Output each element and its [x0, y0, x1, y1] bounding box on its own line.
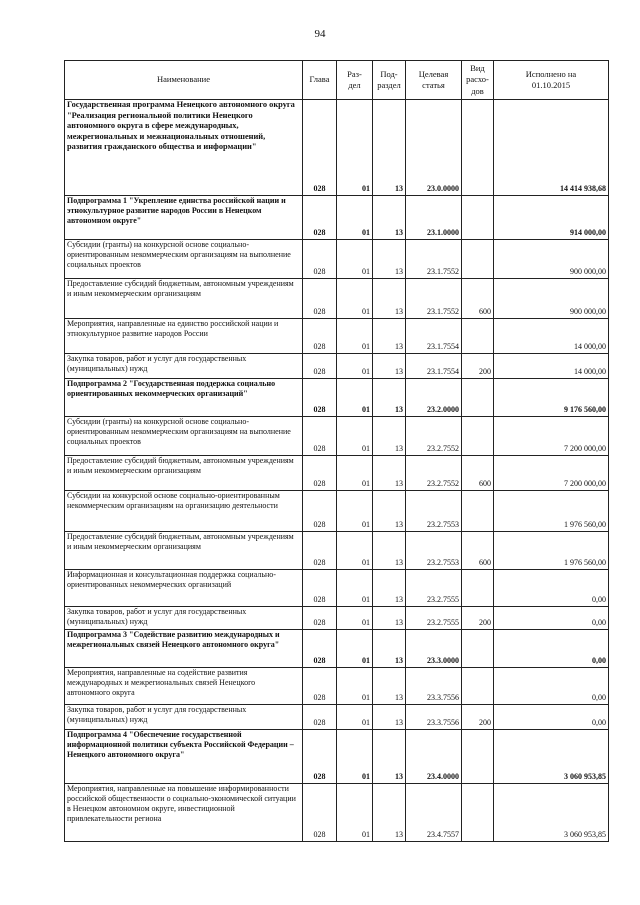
- row-amount: 0,00: [494, 668, 609, 705]
- row-name: Подпрограмма 3 "Содействие развитию международных и межрегиональных связей Ненецкого автономного округа": [65, 630, 303, 668]
- row-name: Субсидии (гранты) на конкурсной основе социально-ориентированным некоммерческим организациям на выполнение социальных проектов: [65, 417, 303, 456]
- row-glava: 028: [303, 196, 337, 240]
- row-amount: 3 060 953,85: [494, 730, 609, 784]
- row-name: Мероприятия, направленные на повышение информированности российской общественности о социально-экономической ситуации в Ненецком автономном округе, инвестиционной привлекательности региона: [65, 784, 303, 842]
- row-razdel: 01: [337, 240, 373, 279]
- table-row: [65, 319, 609, 354]
- row-amount: 14 414 938,68: [494, 100, 609, 196]
- row-podrazdel: 13: [373, 354, 406, 379]
- row-podrazdel: 13: [373, 668, 406, 705]
- row-razdel: 01: [337, 354, 373, 379]
- row-name: Мероприятия, направленные на содействие развития международных и межрегиональных связей Ненецкого автономного округа: [65, 668, 303, 705]
- row-razdel: 01: [337, 532, 373, 570]
- row-vid: [462, 379, 494, 417]
- row-razdel: 01: [337, 379, 373, 417]
- row-name: Закупка товаров, работ и услуг для государственных (муниципальных) нужд: [65, 607, 303, 630]
- row-celevaya: 23.2.7553: [406, 532, 462, 570]
- header-ispolneno: Исполнено на 01.10.2015: [494, 61, 609, 100]
- row-amount: 14 000,00: [494, 319, 609, 354]
- row-celevaya: 23.1.7552: [406, 240, 462, 279]
- row-name: Субсидии (гранты) на конкурсной основе социально-ориентированным некоммерческим организациям на выполнение социальных проектов: [65, 240, 303, 279]
- row-celevaya: 23.3.0000: [406, 630, 462, 668]
- row-vid: [462, 570, 494, 607]
- row-razdel: 01: [337, 630, 373, 668]
- row-podrazdel: 13: [373, 417, 406, 456]
- row-name: Предоставление субсидий бюджетным, автономным учреждениям и иным некоммерческим организациям: [65, 456, 303, 491]
- row-celevaya: 23.0.0000: [406, 100, 462, 196]
- row-amount: 0,00: [494, 705, 609, 730]
- row-amount: 14 000,00: [494, 354, 609, 379]
- row-glava: 028: [303, 532, 337, 570]
- row-vid: [462, 240, 494, 279]
- row-vid: [462, 100, 494, 196]
- row-amount: 7 200 000,00: [494, 456, 609, 491]
- row-vid: [462, 784, 494, 842]
- table-row: [65, 279, 609, 319]
- row-amount: 914 000,00: [494, 196, 609, 240]
- table-row: [65, 196, 609, 240]
- table-row: [65, 668, 609, 705]
- row-amount: 1 976 560,00: [494, 532, 609, 570]
- row-celevaya: 23.2.7555: [406, 570, 462, 607]
- row-podrazdel: 13: [373, 279, 406, 319]
- row-glava: 028: [303, 630, 337, 668]
- table-row: [65, 100, 609, 196]
- row-razdel: 01: [337, 668, 373, 705]
- row-celevaya: 23.3.7556: [406, 668, 462, 705]
- table-row: [65, 705, 609, 730]
- row-razdel: 01: [337, 196, 373, 240]
- row-podrazdel: 13: [373, 100, 406, 196]
- row-celevaya: 23.3.7556: [406, 705, 462, 730]
- row-podrazdel: 13: [373, 630, 406, 668]
- row-name: Закупка товаров, работ и услуг для государственных (муниципальных) нужд: [65, 354, 303, 379]
- row-podrazdel: 13: [373, 730, 406, 784]
- row-amount: 0,00: [494, 570, 609, 607]
- row-glava: 028: [303, 240, 337, 279]
- row-name: Государственная программа Ненецкого автономного округа "Реализация региональной политики Ненецкого автономного округа в сфере международных, межрегиональных и межнациональных отношений, развития гражданского общества и информации": [65, 100, 303, 196]
- row-glava: 028: [303, 730, 337, 784]
- table-row: [65, 456, 609, 491]
- row-celevaya: 23.1.7552: [406, 279, 462, 319]
- row-razdel: 01: [337, 607, 373, 630]
- row-podrazdel: 13: [373, 705, 406, 730]
- row-razdel: 01: [337, 279, 373, 319]
- row-razdel: 01: [337, 100, 373, 196]
- row-vid: 600: [462, 456, 494, 491]
- row-vid: [462, 730, 494, 784]
- row-name: Информационная и консультационная поддержка социально-ориентированных некоммерческих организаций: [65, 570, 303, 607]
- row-vid: [462, 491, 494, 532]
- row-razdel: 01: [337, 417, 373, 456]
- row-glava: 028: [303, 570, 337, 607]
- row-name: Мероприятия, направленные на единство российской нации и этнокультурное развитие народов России: [65, 319, 303, 354]
- row-razdel: 01: [337, 491, 373, 532]
- row-celevaya: 23.2.7555: [406, 607, 462, 630]
- table-row: [65, 730, 609, 784]
- header-razdel: Раз- дел: [337, 61, 373, 100]
- row-podrazdel: 13: [373, 379, 406, 417]
- row-vid: 200: [462, 607, 494, 630]
- row-glava: 028: [303, 705, 337, 730]
- row-vid: [462, 630, 494, 668]
- header-podrazdel: Под- раздел: [373, 61, 406, 100]
- row-podrazdel: 13: [373, 491, 406, 532]
- row-vid: [462, 668, 494, 705]
- row-razdel: 01: [337, 730, 373, 784]
- table-row: [65, 417, 609, 456]
- row-amount: 900 000,00: [494, 279, 609, 319]
- row-podrazdel: 13: [373, 607, 406, 630]
- row-vid: 600: [462, 532, 494, 570]
- table-row: [65, 607, 609, 630]
- row-podrazdel: 13: [373, 319, 406, 354]
- table-header-row: [65, 61, 609, 100]
- row-glava: 028: [303, 417, 337, 456]
- row-glava: 028: [303, 491, 337, 532]
- row-podrazdel: 13: [373, 570, 406, 607]
- row-celevaya: 23.4.7557: [406, 784, 462, 842]
- row-podrazdel: 13: [373, 784, 406, 842]
- row-celevaya: 23.1.7554: [406, 354, 462, 379]
- row-vid: 600: [462, 279, 494, 319]
- row-podrazdel: 13: [373, 240, 406, 279]
- row-razdel: 01: [337, 705, 373, 730]
- row-celevaya: 23.2.7552: [406, 456, 462, 491]
- row-celevaya: 23.1.0000: [406, 196, 462, 240]
- row-amount: 900 000,00: [494, 240, 609, 279]
- row-podrazdel: 13: [373, 196, 406, 240]
- row-amount: 1 976 560,00: [494, 491, 609, 532]
- row-vid: [462, 196, 494, 240]
- row-razdel: 01: [337, 784, 373, 842]
- row-glava: 028: [303, 100, 337, 196]
- row-glava: 028: [303, 279, 337, 319]
- table-row: [65, 491, 609, 532]
- header-glava: Глава: [303, 61, 337, 100]
- row-vid: 200: [462, 354, 494, 379]
- row-name: Подпрограмма 1 "Укрепление единства российской нации и этнокультурное развитие народов России в Ненецком автономном округе": [65, 196, 303, 240]
- row-celevaya: 23.2.0000: [406, 379, 462, 417]
- row-glava: 028: [303, 379, 337, 417]
- row-amount: 7 200 000,00: [494, 417, 609, 456]
- row-vid: [462, 319, 494, 354]
- row-amount: 0,00: [494, 630, 609, 668]
- row-name: Предоставление субсидий бюджетным, автономным учреждениям и иным некоммерческим организациям: [65, 532, 303, 570]
- row-celevaya: 23.2.7553: [406, 491, 462, 532]
- table-row: [65, 532, 609, 570]
- row-name: Субсидии на конкурсной основе социально-ориентированным некоммерческим организациям на организацию деятельности: [65, 491, 303, 532]
- table-row: [65, 630, 609, 668]
- table-row: [65, 240, 609, 279]
- row-glava: 028: [303, 319, 337, 354]
- row-celevaya: 23.2.7552: [406, 417, 462, 456]
- row-amount: 0,00: [494, 607, 609, 630]
- row-glava: 028: [303, 668, 337, 705]
- row-vid: [462, 417, 494, 456]
- budget-table: [64, 60, 609, 842]
- row-celevaya: 23.1.7554: [406, 319, 462, 354]
- row-name: Закупка товаров, работ и услуг для государственных (муниципальных) нужд: [65, 705, 303, 730]
- page-number: 94: [314, 28, 326, 40]
- row-glava: 028: [303, 784, 337, 842]
- table-row: [65, 784, 609, 842]
- row-name: Предоставление субсидий бюджетным, автономным учреждениям и иным некоммерческим организациям: [65, 279, 303, 319]
- row-podrazdel: 13: [373, 456, 406, 491]
- row-vid: 200: [462, 705, 494, 730]
- row-celevaya: 23.4.0000: [406, 730, 462, 784]
- row-name: Подпрограмма 4 "Обеспечение государственной информационной политики субъекта Российской Федерации – Ненецкого автономного округа": [65, 730, 303, 784]
- table-row: [65, 379, 609, 417]
- header-name: Наименование: [65, 61, 303, 100]
- row-name: Подпрограмма 2 "Государственная поддержка социально ориентированных некоммерческих организаций": [65, 379, 303, 417]
- row-podrazdel: 13: [373, 532, 406, 570]
- row-glava: 028: [303, 456, 337, 491]
- row-razdel: 01: [337, 319, 373, 354]
- row-razdel: 01: [337, 570, 373, 607]
- row-glava: 028: [303, 607, 337, 630]
- row-amount: 9 176 560,00: [494, 379, 609, 417]
- row-razdel: 01: [337, 456, 373, 491]
- table-row: [65, 354, 609, 379]
- row-glava: 028: [303, 354, 337, 379]
- row-amount: 3 060 953,85: [494, 784, 609, 842]
- header-vid: Вид расхо- дов: [462, 61, 494, 100]
- table-row: [65, 570, 609, 607]
- header-celevaya: Целевая статья: [406, 61, 462, 100]
